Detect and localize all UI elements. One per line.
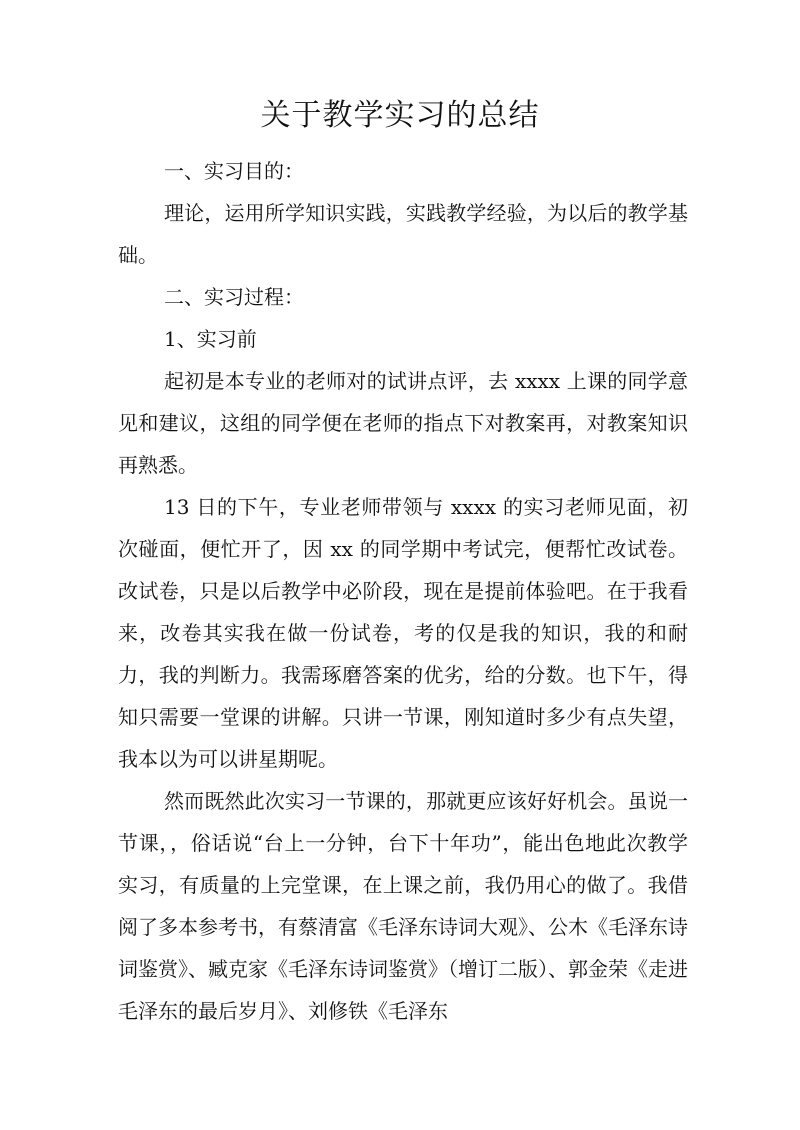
paragraph-initial-review: 起初是本专业的老师对的试讲点评，去 xxxx 上课的同学意见和建议，这组的同学便在老师的指点下对教案再，对教案知识再熟悉。 xyxy=(118,369,688,477)
document-title: 关于教学实习的总结 xyxy=(260,98,540,133)
document-body xyxy=(118,150,688,1032)
section-heading-process: 二、实习过程： xyxy=(164,285,304,309)
paragraph-preparation: 然而既然此次实习一节课的，那就更应该好好机会。虽说一节课，，俗话说“台上一分钟，台下十年功”，能出色地此次教学实习，有质量的上完堂课，在上课之前，我仍用心的做了。我借阅了多本参考书，有蔡清富《毛泽东诗词大观》、公木《毛泽东诗词鉴赏》、臧克家《毛泽东诗词鉴赏》（增订二版）、郭金荣《走进毛泽东的最后岁月》、刘修铁《毛泽东 xyxy=(118,789,688,1023)
subsection-heading-before: 1、实习前 xyxy=(164,327,257,351)
paragraph-afternoon-13th: 13 日的下午，专业老师带领与 xxxx 的实习老师见面，初次碰面，便忙开了，因 xx 的同学期中考试完，便帮忙改试卷。改试卷，只是以后教学中必阶段，现在是提前体验吧。在于我看来，改卷其实我在做一份试卷，考的仅是我的知识，我的和耐力，我的判断力。我需琢磨答案的优劣，给的分数。也下午，得知只需要一堂课的讲解。只讲一节课，刚知道时多少有点失望，我本以为可以讲星期呢。 xyxy=(118,495,688,771)
paragraph-purpose: 理论，运用所学知识实践，实践教学经验，为以后的教学基础。 xyxy=(118,201,688,267)
section-heading-purpose: 一、实习目的： xyxy=(164,159,304,183)
